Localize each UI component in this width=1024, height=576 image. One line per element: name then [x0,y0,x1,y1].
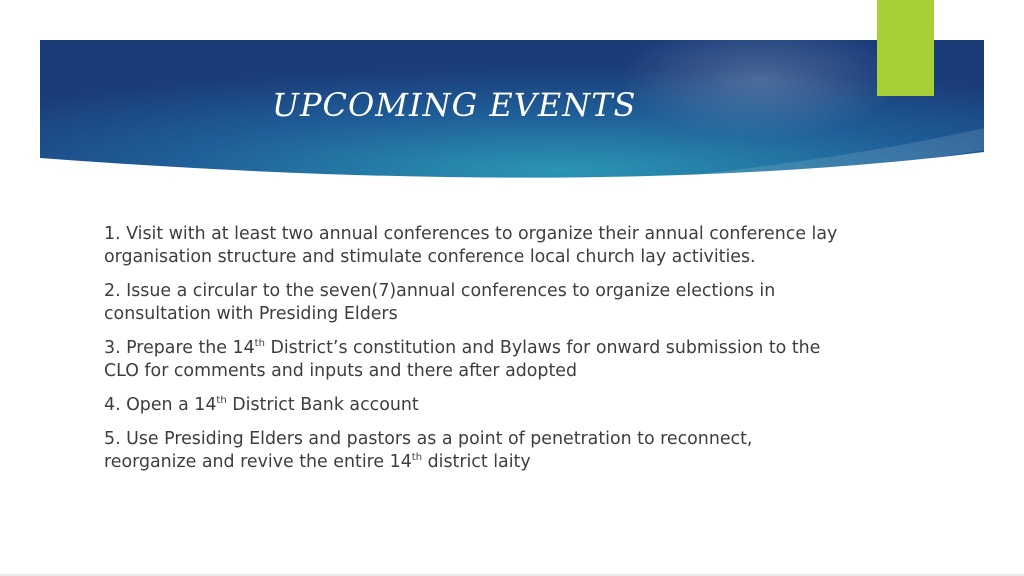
event-text-start: 5. Use Presiding Elders and pastors as a point of penetration to reconnect, reorganize and revive the entire 14 [104,429,753,472]
event-text: 2. Issue a circular to the seven(7)annual conferences to organize elections in consultation with Presiding Elders [104,281,776,324]
list-item [104,337,844,383]
accent-tab [877,0,934,96]
slide-title: UPCOMING EVENTS [272,86,637,124]
ordinal-suffix: th [216,395,227,407]
event-text-start: 3. Prepare the 14 [104,338,255,358]
list-item [104,223,844,269]
list-item [104,428,844,474]
ordinal-suffix: th [411,452,423,464]
event-text-end: District Bank account [226,395,419,415]
event-text: 1. Visit with at least two annual conferences to organize their annual conference lay organisation structure and stimulate conference local church lay activities. [104,224,838,267]
events-list [104,223,844,485]
list-item [104,280,844,326]
event-text-start: 4. Open a 14 [104,395,217,415]
event-text-end: district laity [422,452,531,472]
list-item [104,394,844,417]
ordinal-suffix: th [254,338,265,350]
event-text-end: District’s constitution and Bylaws for onward submission to the CLO for comments and inputs and there after adopted [104,338,821,381]
